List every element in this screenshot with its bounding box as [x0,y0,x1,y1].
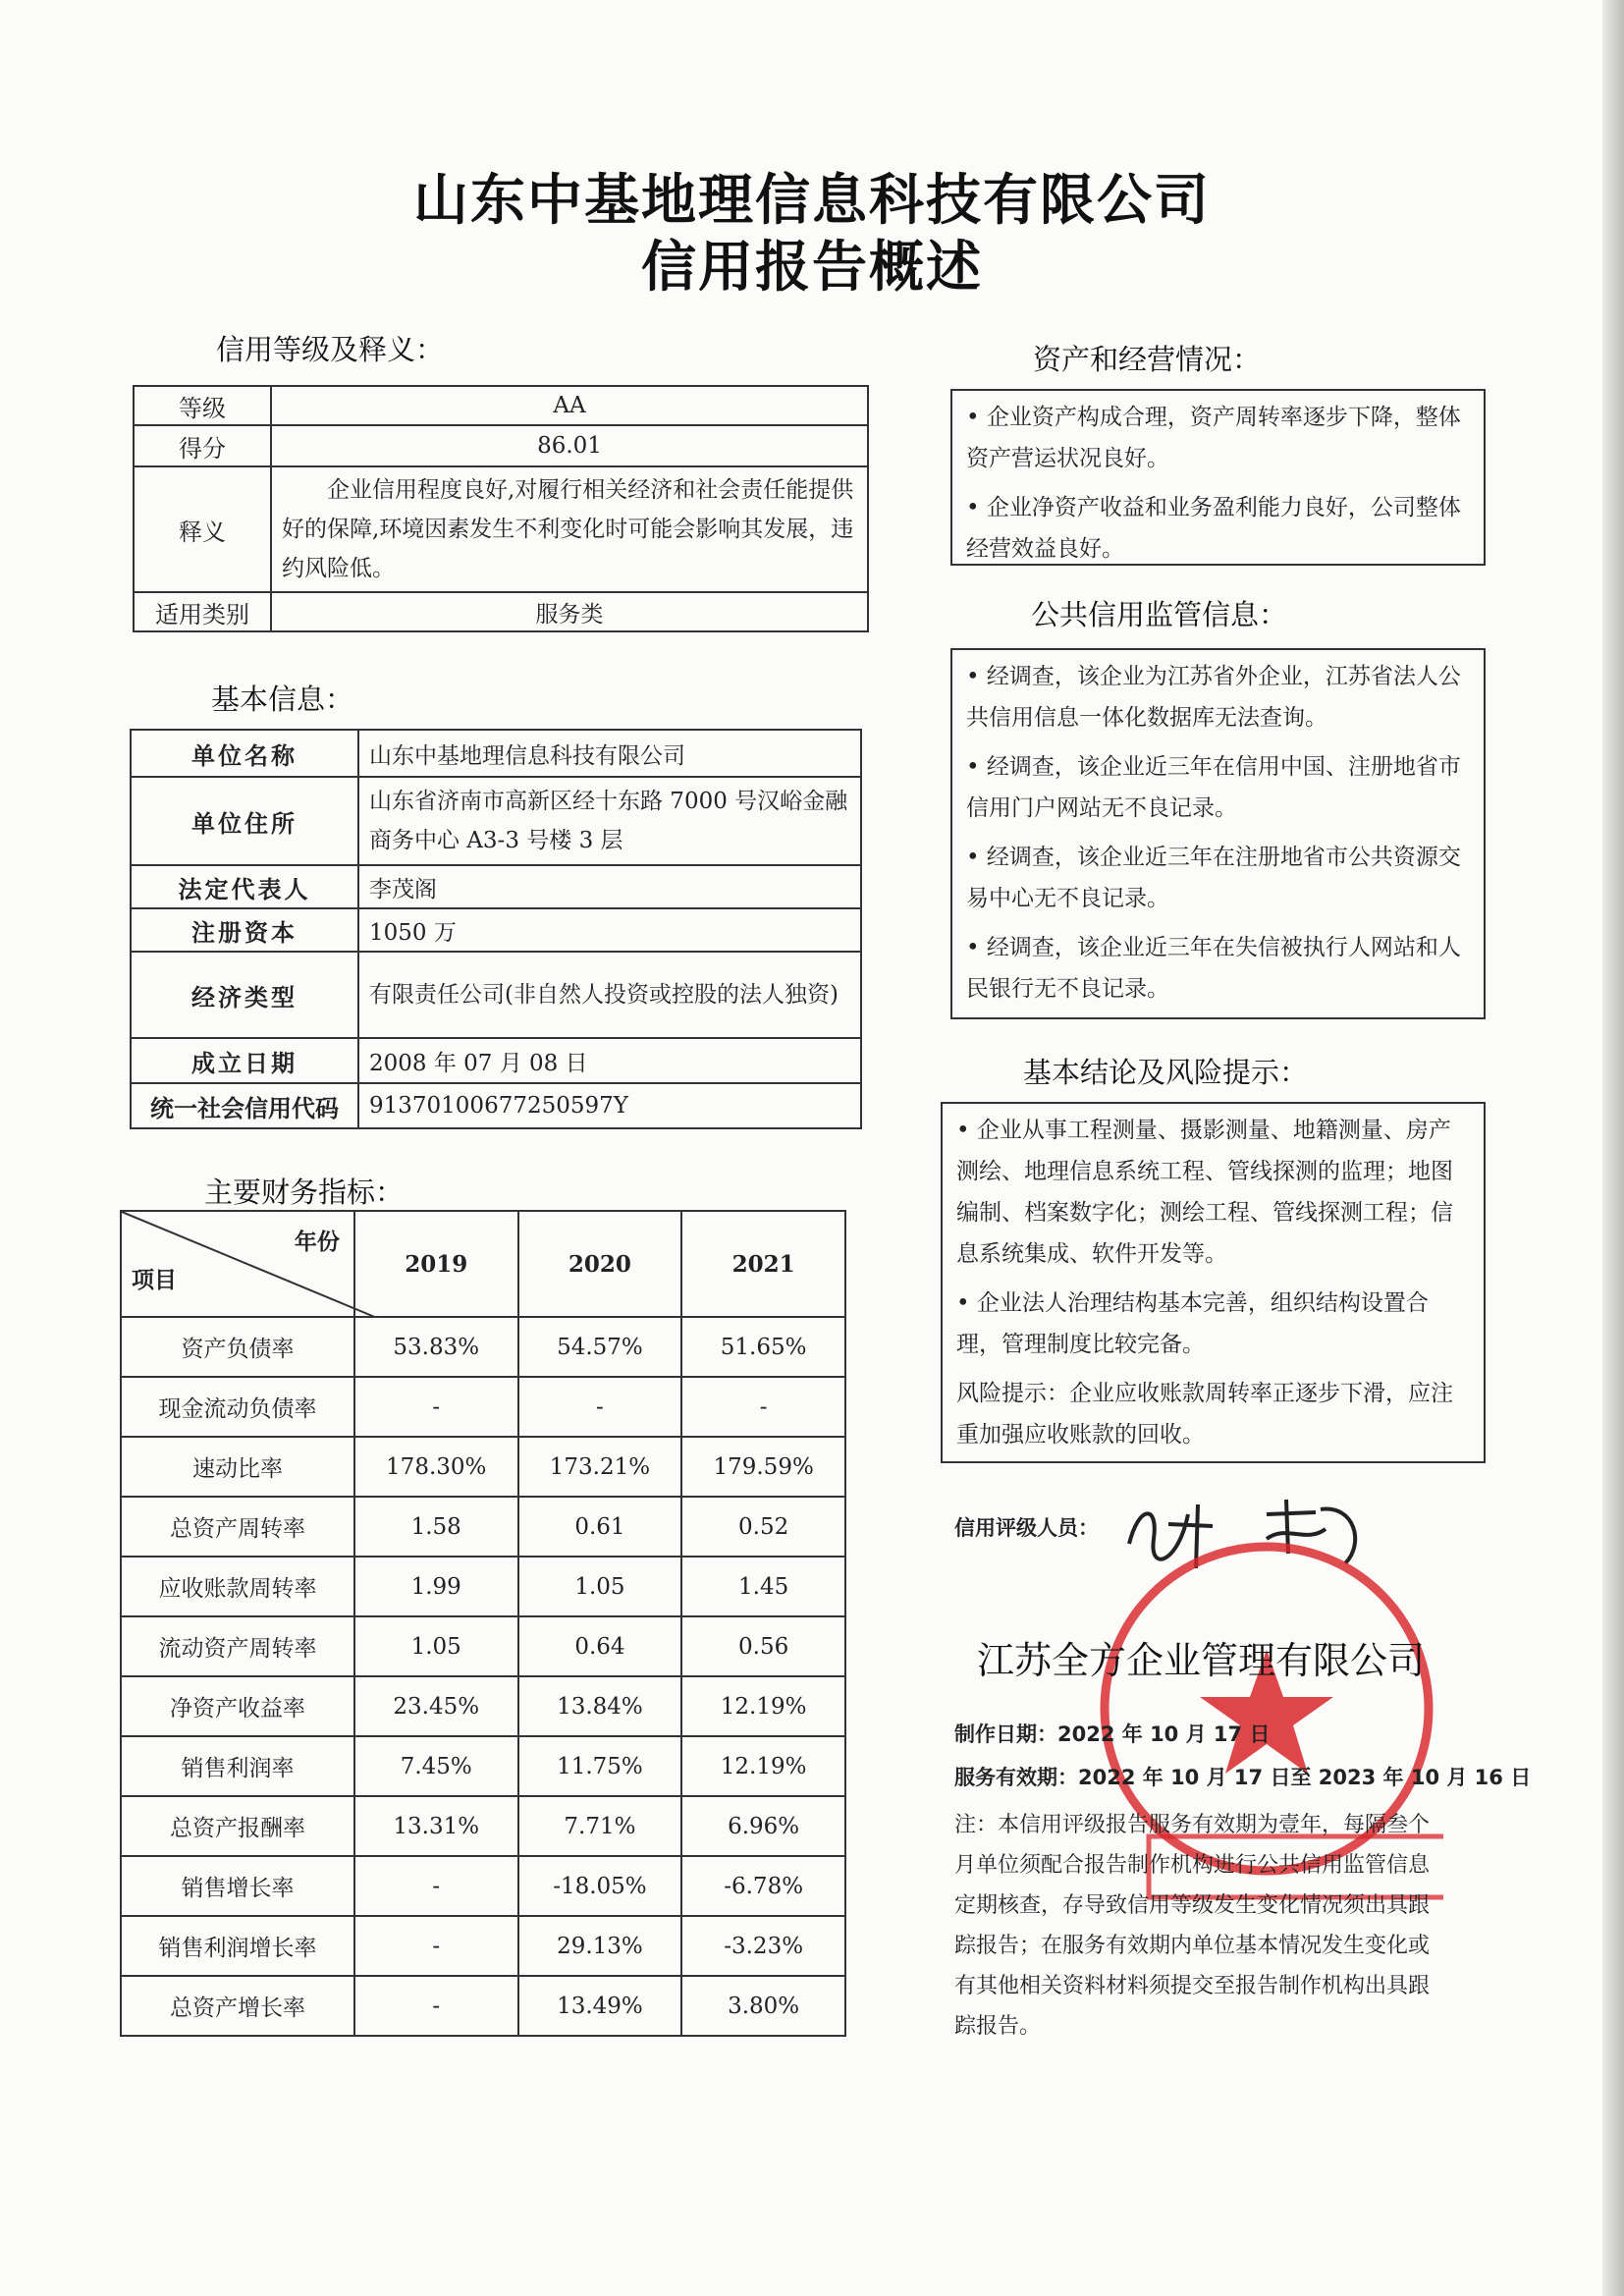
finance-corner-cell [121,1211,354,1317]
finance-indicator-name: 总资产周转率 [121,1497,354,1557]
finance-value: 7.45% [354,1736,518,1796]
finance-value: 1.45 [681,1557,845,1616]
finance-row [121,1317,845,1377]
public-item: • 经调查，该企业近三年在失信被执行人网站和人民银行无不良记录。 [966,935,1461,1002]
credit-row-explanation [134,466,868,592]
credit-label: 得分 [134,425,271,466]
finance-value: - [354,1377,518,1437]
credit-row-grade [134,386,868,425]
basic-label: 单位名称 [131,730,358,777]
public-heading: 公共信用监管信息： [1031,598,1288,631]
finance-value: 173.21% [518,1437,682,1497]
finance-value: 12.19% [681,1676,845,1736]
finance-value: 1.05 [518,1557,682,1616]
page-edge [1602,0,1624,2296]
credit-row-category [134,592,868,631]
finance-row [121,1856,845,1916]
finance-indicator-name: 流动资产周转率 [121,1616,354,1676]
basic-value: 2008 年 07 月 08 日 [358,1038,861,1083]
finance-value: 54.57% [518,1317,682,1377]
basic-value: 1050 万 [358,908,861,952]
credit-explanation: 企业信用程度良好,对履行相关经济和社会责任能提供好的保障,环境因素发生不利变化时可能会影响其发展，违约风险低。 [271,466,868,592]
credit-grade: AA [271,386,868,425]
finance-value: 6.96% [681,1796,845,1856]
basic-row [131,1083,861,1128]
year-header: 2019 [354,1211,518,1317]
basic-row [131,908,861,952]
assets-item: • 企业净资产收益和业务盈利能力良好，公司整体经营效益良好。 [966,495,1461,562]
conclusion-item: • 企业从事工程测量、摄影测量、地籍测量、房产测绘、地理信息系统工程、管线探测的监理；地图编制、档案数字化；测绘工程、管线探测工程；信息系统集成、软件开发等。 [956,1118,1453,1267]
finance-indicator-name: 应收账款周转率 [121,1557,354,1616]
year-header: 2021 [681,1211,845,1317]
basic-row [131,1038,861,1083]
basic-heading: 基本信息： [211,683,354,716]
credit-label: 适用类别 [134,592,271,631]
finance-indicator-name: 现金流动负债率 [121,1377,354,1437]
finance-indicator-name: 净资产收益率 [121,1676,354,1736]
public-box [950,648,1486,1019]
finance-value: - [681,1377,845,1437]
conclusion-item: • 企业法人治理结构基本完善，组织结构设置合理，管理制度比较完备。 [956,1290,1429,1357]
finance-heading: 主要财务指标： [204,1175,405,1209]
report-title-subtitle: 信用报告概述 [641,236,983,300]
finance-value: 0.61 [518,1497,682,1557]
production-date: 制作日期：2022 年 10 月 17 日 [954,1722,1271,1746]
finance-value: 3.80% [681,1976,845,2036]
public-item: • 经调查，该企业近三年在注册地省市公共资源交易中心无不良记录。 [966,845,1461,911]
finance-value: -18.05% [518,1856,682,1916]
finance-row [121,1377,845,1437]
finance-value: 13.84% [518,1676,682,1736]
basic-label: 统一社会信用代码 [131,1083,358,1128]
finance-row [121,1796,845,1856]
finance-value: - [354,1856,518,1916]
finance-value: 1.99 [354,1557,518,1616]
conclusion-box [941,1102,1486,1463]
basic-info-table [130,729,862,1129]
public-item: • 经调查，该企业近三年在信用中国、注册地省市信用门户网站无不良记录。 [966,754,1461,821]
finance-row [121,1437,845,1497]
finance-value: - [354,1916,518,1976]
finance-value: 1.58 [354,1497,518,1557]
credit-label: 等级 [134,386,271,425]
finance-indicator-name: 总资产增长率 [121,1976,354,2036]
basic-label: 法定代表人 [131,865,358,908]
finance-value: 0.56 [681,1616,845,1676]
finance-value: 0.64 [518,1616,682,1676]
basic-label: 成立日期 [131,1038,358,1083]
year-header: 2020 [518,1211,682,1317]
assets-box [950,389,1486,566]
finance-indicator-name: 资产负债率 [121,1317,354,1377]
finance-row [121,1976,845,2036]
finance-value: -3.23% [681,1916,845,1976]
basic-value: 山东省济南市高新区经十东路 7000 号汉峪金融商务中心 A3-3 号楼 3 层 [358,777,861,865]
finance-value: 23.45% [354,1676,518,1736]
finance-value: 178.30% [354,1437,518,1497]
finance-value: -6.78% [681,1856,845,1916]
finance-row [121,1557,845,1616]
credit-category: 服务类 [271,592,868,631]
basic-row [131,777,861,865]
assets-heading: 资产和经营情况： [1033,343,1262,376]
corner-item-label: 项目 [132,1268,177,1293]
basic-value: 91370100677250597Y [358,1083,861,1128]
report-note: 注：本信用评级报告服务有效期为壹年，每隔叁个月单位须配合报告制作机构进行公共信用监管信息定期核查，存导致信用等级发生变化情况须出具跟踪报告；在服务有效期内单位基本情况发生变化或有其他相关资料材料须提交至报告制作机构出具跟踪报告。 [954,1813,1431,2039]
conclusion-heading: 基本结论及风险提示： [1023,1056,1309,1089]
issuer-company-name: 江苏全方企业管理有限公司 [977,1639,1426,1682]
finance-row [121,1916,845,1976]
assets-item: • 企业资产构成合理，资产周转率逐步下降，整体资产营运状况良好。 [966,405,1461,471]
finance-row [121,1676,845,1736]
finance-body [121,1317,845,2036]
report-title-company: 山东中基地理信息科技有限公司 [413,169,1211,233]
corner-year-label: 年份 [294,1230,340,1255]
credit-row-score [134,425,868,466]
finance-value: 51.65% [681,1317,845,1377]
public-item: • 经调查，该企业为江苏省外企业，江苏省法人公共信用信息一体化数据库无法查询。 [966,664,1461,731]
finance-value: 179.59% [681,1437,845,1497]
basic-value: 有限责任公司(非自然人投资或控股的法人独资) [358,952,861,1038]
finance-value: 1.05 [354,1616,518,1676]
credit-score: 86.01 [271,425,868,466]
finance-value: - [354,1976,518,2036]
basic-label: 注册资本 [131,908,358,952]
finance-value: 0.52 [681,1497,845,1557]
finance-indicator-name: 销售利润增长率 [121,1916,354,1976]
finance-indicator-name: 速动比率 [121,1437,354,1497]
finance-value: 12.19% [681,1736,845,1796]
credit-heading: 信用等级及释义： [216,333,445,366]
finance-value: 11.75% [518,1736,682,1796]
basic-label: 单位住所 [131,777,358,865]
raters-label: 信用评级人员： [954,1516,1099,1540]
finance-row [121,1736,845,1796]
finance-value: 29.13% [518,1916,682,1976]
finance-value: - [518,1377,682,1437]
basic-value: 李茂阁 [358,865,861,908]
basic-label: 经济类型 [131,952,358,1038]
risk-tip: 风险提示：企业应收账款周转率正逐步下滑，应注重加强应收账款的回收。 [956,1381,1453,1448]
basic-row [131,952,861,1038]
finance-value: 7.71% [518,1796,682,1856]
finance-table [120,1210,846,2037]
service-validity: 服务有效期：2022 年 10 月 17 日至 2023 年 10 月 16 日 [954,1766,1532,1789]
finance-row [121,1616,845,1676]
basic-row [131,730,861,777]
basic-value: 山东中基地理信息科技有限公司 [358,730,861,777]
finance-indicator-name: 销售利润率 [121,1736,354,1796]
finance-row [121,1497,845,1557]
finance-indicator-name: 总资产报酬率 [121,1796,354,1856]
basic-row [131,865,861,908]
finance-value: 13.49% [518,1976,682,2036]
finance-value: 13.31% [354,1796,518,1856]
finance-value: 53.83% [354,1317,518,1377]
credit-table [133,385,869,632]
credit-label: 释义 [134,466,271,592]
finance-header-row [121,1211,845,1317]
finance-indicator-name: 销售增长率 [121,1856,354,1916]
